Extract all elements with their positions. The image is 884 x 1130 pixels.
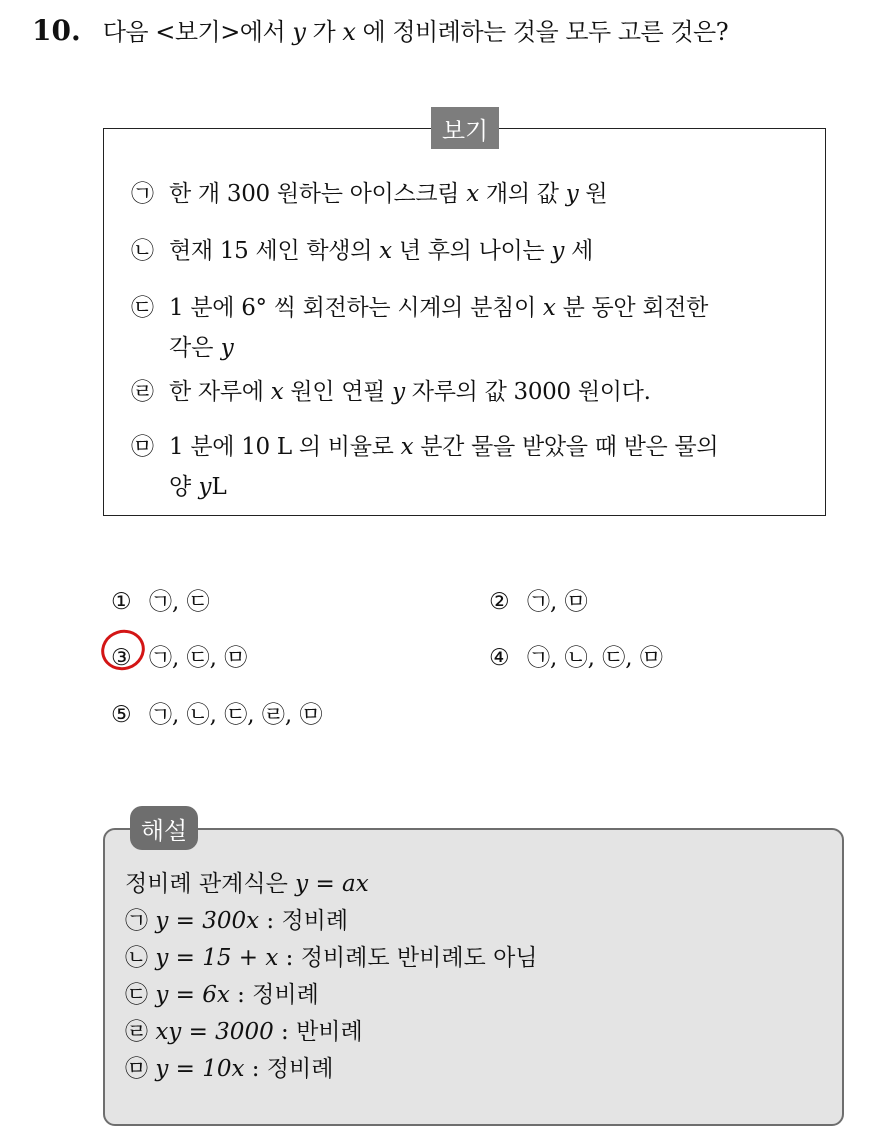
solution-math: y = 6x xyxy=(155,982,230,1008)
choice-text: ㉠, ㉢, ㉤ xyxy=(149,645,248,671)
solution-line-2 xyxy=(125,903,348,939)
bogi-text: 각은 xyxy=(169,335,221,361)
choice-number: ⑤ xyxy=(111,702,132,728)
solution-pre: ㉠ xyxy=(125,908,156,934)
question-header xyxy=(32,12,728,47)
solution-math: y = 15 + x xyxy=(155,945,279,971)
bogi-text: 원인 연필 xyxy=(283,379,393,405)
bogi-text: 현재 15 세인 학생의 xyxy=(169,238,380,264)
bogi-item-3-continued xyxy=(169,328,234,368)
question-var-x: x xyxy=(342,18,356,46)
bogi-item-5 xyxy=(131,427,718,467)
solution-line-3 xyxy=(125,940,538,976)
bogi-text: 1 분에 6° 씩 회전하는 시계의 분침이 xyxy=(169,295,543,321)
bogi-var: x xyxy=(379,238,392,264)
question-text-a: 다음 <보기>에서 xyxy=(102,18,293,46)
solution-pre: ㉢ xyxy=(125,982,156,1008)
question-text xyxy=(103,12,728,47)
solution-line-4 xyxy=(125,977,319,1013)
bogi-var: x xyxy=(270,379,284,405)
bogi-marker: ㉡ xyxy=(131,238,154,264)
choice-text: ㉠, ㉤ xyxy=(527,589,588,615)
question-number: 10. xyxy=(32,14,81,47)
solution-math: y = 10x xyxy=(155,1056,245,1082)
solution-line-6 xyxy=(125,1051,333,1087)
bogi-text: 한 개 300 원하는 아이스크림 xyxy=(169,181,467,207)
choice-number: ② xyxy=(489,589,510,615)
bogi-item-2 xyxy=(131,231,593,271)
bogi-text: 분간 물을 받았을 때 받은 물의 xyxy=(413,434,719,460)
choice-number: ① xyxy=(111,589,132,615)
choice-2[interactable] xyxy=(489,583,588,616)
solution-pre: ㉡ xyxy=(125,945,156,971)
solution-post: : 정비례도 반비례도 아님 xyxy=(278,945,538,971)
choice-text: ㉠, ㉢ xyxy=(149,589,210,615)
bogi-text: 개의 값 xyxy=(478,181,566,207)
solution-line-5 xyxy=(125,1014,363,1050)
choice-text: ㉠, ㉡, ㉢, ㉣, ㉤ xyxy=(149,702,323,728)
solution-post: : 반비례 xyxy=(273,1019,363,1045)
bogi-text: 분 동안 회전한 xyxy=(555,295,709,321)
bogi-var: y xyxy=(551,238,565,264)
bogi-var: x xyxy=(466,181,479,207)
bogi-marker: ㉢ xyxy=(131,295,154,321)
bogi-var: y xyxy=(220,335,234,361)
bogi-text: 년 후의 나이는 xyxy=(391,238,552,264)
solution-pre: ㉣ xyxy=(125,1019,156,1045)
solution-line-1 xyxy=(125,866,369,902)
bogi-text: 양 xyxy=(169,474,199,500)
choice-4[interactable] xyxy=(489,639,663,672)
bogi-label: 보기 xyxy=(431,107,499,149)
bogi-var: x xyxy=(400,434,414,460)
bogi-item-4 xyxy=(131,372,651,412)
solution-math: y = ax xyxy=(295,871,369,897)
bogi-var: y xyxy=(392,379,405,405)
bogi-var: y xyxy=(198,474,212,500)
bogi-var: y xyxy=(565,181,579,207)
bogi-marker: ㉣ xyxy=(131,379,154,405)
bogi-text: 원 xyxy=(578,181,608,207)
bogi-text: 자루의 값 3000 원이다. xyxy=(404,379,651,405)
bogi-text: 세 xyxy=(564,238,594,264)
solution-post: : 정비례 xyxy=(229,982,319,1008)
choice-text: ㉠, ㉡, ㉢, ㉤ xyxy=(527,645,663,671)
bogi-text: 1 분에 10 L 의 비율로 xyxy=(169,434,401,460)
solution-math: xy = 3000 xyxy=(155,1019,274,1045)
bogi-marker: ㉤ xyxy=(131,434,154,460)
solution-label: 해설 xyxy=(130,806,198,850)
choice-1[interactable] xyxy=(111,583,210,616)
choice-number: ④ xyxy=(489,645,510,671)
choice-number: ③ xyxy=(111,645,132,671)
solution-post: : 정비례 xyxy=(244,1056,334,1082)
bogi-item-5-continued xyxy=(169,467,227,507)
question-var-y: y xyxy=(292,18,306,46)
solution-math: y = 300x xyxy=(155,908,260,934)
bogi-marker: ㉠ xyxy=(131,181,154,207)
solution-pre: 정비례 관계식은 xyxy=(125,871,296,897)
question-text-b: 가 xyxy=(305,18,343,46)
question-text-c: 에 정비례하는 것을 모두 고른 것은? xyxy=(355,18,729,46)
solution-post: : 정비례 xyxy=(259,908,349,934)
bogi-item-1 xyxy=(131,174,607,214)
bogi-var: x xyxy=(542,295,556,321)
bogi-item-3 xyxy=(131,288,708,328)
choice-5[interactable] xyxy=(111,696,323,729)
solution-pre: ㉤ xyxy=(125,1056,156,1082)
bogi-text: L xyxy=(211,474,227,500)
bogi-text: 한 자루에 xyxy=(169,379,271,405)
